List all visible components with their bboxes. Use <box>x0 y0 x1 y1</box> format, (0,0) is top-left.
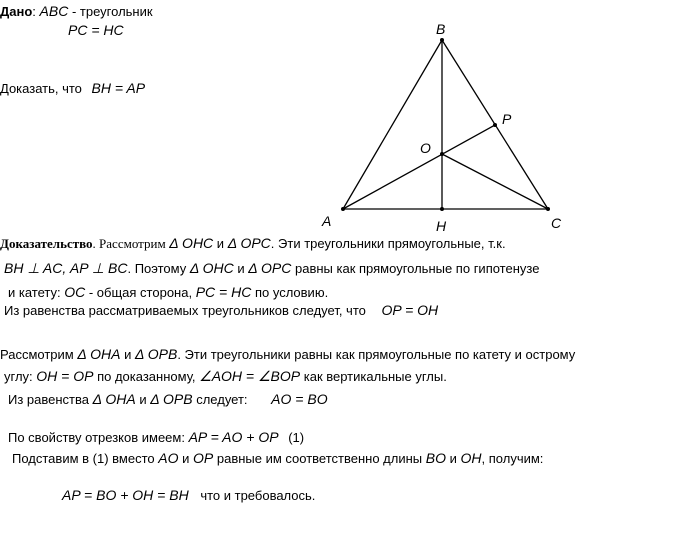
label-o: O <box>420 140 431 156</box>
formula-op-eq-oh: OP = OH <box>381 302 439 318</box>
proof-line-3 <box>8 284 328 301</box>
proof-label: Доказательство <box>0 236 93 251</box>
proof-line-7 <box>8 391 328 408</box>
label-c: C <box>551 215 562 231</box>
formula-oh-eq-op: OH = OP <box>36 368 94 384</box>
given-pc-eq-hc: PC = HC <box>68 22 124 38</box>
proof-l6-text2: по доказанному, <box>97 369 196 384</box>
formula-ap-sum: AP = AO + OP <box>188 429 279 445</box>
point-a <box>341 207 345 211</box>
formula-ap-perp-bc: AP ⊥ BC <box>69 260 128 276</box>
proof-line-8 <box>8 429 304 446</box>
proof-l8-text1: По свойству отрезков имеем: <box>8 430 185 445</box>
formula-ao-eq-bo: AO = BO <box>271 391 328 407</box>
proof-l9-text3: равные им соответственно длины <box>216 451 423 466</box>
proof-l3-text1: и катету: <box>8 285 61 300</box>
proof-l9-text5: , получим: <box>481 451 544 466</box>
formula-conclusion: AP = BO + OH = BH <box>62 487 189 503</box>
triangle-oha: Δ OHA <box>77 346 121 362</box>
label-b: B <box>436 21 446 37</box>
proof-l10-text1: что и требовалось. <box>200 488 316 503</box>
proof-line-9 <box>12 450 543 467</box>
formula-oc: OC <box>64 284 86 300</box>
prove-formula: BH = AP <box>91 80 146 96</box>
proof-line-6 <box>4 368 447 385</box>
given-label: Дано <box>0 4 33 19</box>
proof-line-2 <box>4 260 539 277</box>
formula-angle-equality: ∠AOH = ∠BOP <box>199 368 301 384</box>
triangle-oha-2: Δ OHA <box>92 391 136 407</box>
proof-l6-text1: углу: <box>4 369 33 384</box>
proof-line-5 <box>0 346 575 363</box>
proof-line-1 <box>0 235 506 252</box>
proof-l4-text1: Из равенства рассматриваемых треугольников следует, что <box>4 303 366 318</box>
triangle-opb: Δ OPB <box>134 346 178 362</box>
point-o <box>440 152 444 156</box>
equation-number-1: (1) <box>288 430 305 445</box>
formula-oh: OH <box>460 450 482 466</box>
label-a: A <box>322 213 332 229</box>
proof-l1-text1: . Рассмотрим <box>92 236 166 251</box>
prove-text: Доказать, что <box>0 81 82 96</box>
formula-pc-eq-hc: PC = HC <box>195 284 252 300</box>
point-h <box>440 207 444 211</box>
triangle-opc: Δ OPC <box>227 235 271 251</box>
triangle-ohc: Δ OHC <box>169 235 214 251</box>
given-abc-text: - треугольник <box>71 4 153 19</box>
triangle-opc-2: Δ OPC <box>248 260 292 276</box>
formula-bo: BO <box>425 450 447 466</box>
formula-op: OP <box>193 450 214 466</box>
triangle-ohc-2: Δ OHC <box>189 260 234 276</box>
proof-l9-and: и <box>182 451 190 466</box>
proof-l3-text2: - общая сторона, <box>88 285 193 300</box>
proof-l9-and2: и <box>449 451 457 466</box>
point-b <box>440 38 444 42</box>
proof-l1-and: и <box>216 236 225 251</box>
proof-l6-text3: как вертикальные углы. <box>303 369 447 384</box>
proof-l7-text3: следует: <box>196 392 248 407</box>
label-p: P <box>502 111 512 127</box>
formula-bh-perp-ac: BH ⊥ AC, <box>4 260 67 276</box>
segment-oc <box>442 154 548 209</box>
proof-line-4 <box>4 302 438 319</box>
proof-l1-text3: . Эти треугольники прямоугольные, т.к. <box>270 236 506 251</box>
point-c <box>546 207 550 211</box>
proof-l3-text3: по условию. <box>254 285 329 300</box>
proof-l7-and: и <box>139 392 147 407</box>
proof-l2-text3: равны как прямоугольные по гипотенузе <box>295 261 540 276</box>
proof-l7-text1: Из равенства <box>8 392 89 407</box>
proof-line-10 <box>62 487 315 504</box>
triangle-opb-2: Δ OPB <box>150 391 193 407</box>
segment-ap <box>343 125 495 209</box>
proof-l2-text1: . Поэтому <box>127 261 187 276</box>
point-p <box>493 123 497 127</box>
proof-l9-text1: Подставим в (1) вместо <box>12 451 155 466</box>
side-ab <box>343 40 442 209</box>
proof-l2-and: и <box>237 261 245 276</box>
proof-l5-text1: Рассмотрим <box>0 347 74 362</box>
given-colon: : <box>32 4 36 19</box>
given-abc: ABC <box>39 3 69 19</box>
label-h: H <box>436 218 447 234</box>
formula-ao: AO <box>158 450 179 466</box>
proof-l5-text3: . Эти треугольники равны как прямоугольные по катету и острому <box>177 347 576 362</box>
proof-l5-and: и <box>124 347 132 362</box>
